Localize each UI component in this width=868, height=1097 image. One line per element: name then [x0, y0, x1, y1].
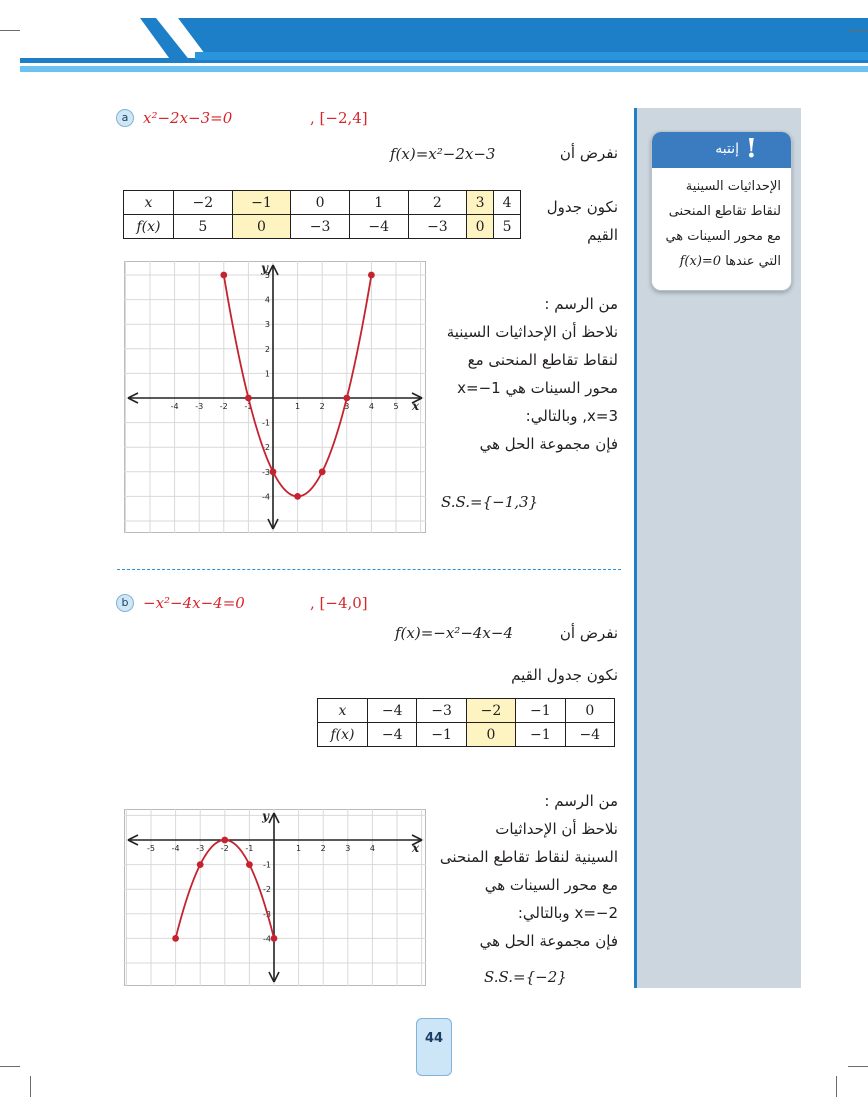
data-point	[197, 861, 204, 868]
problem-b-equation: −x²−4x−4=0	[143, 594, 245, 612]
x-tick-label: -1	[245, 844, 254, 853]
y-tick-label: -3	[263, 909, 271, 919]
problem-b-solution: S.S.={−2}	[484, 968, 567, 986]
text-line: نلاحظ أن الإحداثيات السينية	[446, 323, 618, 341]
text-line: فإن مجموعة الحل هي	[479, 435, 618, 453]
problem-b-function: f(x)=−x²−4x−4	[395, 624, 514, 642]
x-tick-label: 5	[393, 402, 399, 411]
y-tick-label: 3	[264, 320, 270, 330]
y-tick-label: 5	[264, 271, 270, 280]
x-tick-label: -1	[244, 402, 253, 411]
y-tick-label: -3	[262, 467, 270, 477]
x-tick-label: -4	[170, 402, 179, 411]
text-line: لنقاط تقاطع المنحنى مع	[467, 351, 618, 369]
note-line: التي عندها f(x)=0	[679, 254, 781, 269]
problem-a-assume-label: نفرض أن	[559, 144, 618, 162]
table-cell: 0	[466, 723, 515, 747]
data-point	[221, 837, 228, 844]
data-point	[220, 272, 227, 279]
problem-a-equation: x²−2x−3=0	[143, 109, 233, 127]
text-line: مع محور السينات هي	[484, 876, 618, 894]
table-cell: 3	[467, 191, 494, 215]
table-cell: −1	[232, 191, 291, 215]
table-cell: −4	[349, 215, 408, 239]
problem-a-explanation	[418, 290, 618, 458]
x-axis-label: x	[412, 399, 420, 413]
table-row	[318, 723, 615, 747]
crop-mark	[30, 1076, 31, 1097]
graph-frame	[125, 262, 426, 533]
x-tick-label: 3	[344, 402, 350, 411]
table-cell: 5	[174, 215, 233, 239]
sidebar-rule	[634, 108, 637, 988]
table-header-fx: f(x)	[318, 723, 368, 747]
graph-b	[124, 809, 426, 986]
text-line: من الرسم :	[544, 295, 618, 313]
table-cell: 0	[565, 699, 614, 723]
problem-b-badge: b	[116, 594, 134, 612]
table-cell: −1	[516, 699, 565, 723]
attention-note-title: إنتبه	[715, 141, 739, 157]
data-point	[245, 395, 252, 402]
x-tick-label: 2	[319, 402, 325, 411]
x-tick-label: 2	[320, 844, 326, 853]
crop-mark	[0, 30, 20, 31]
x-tick-label: -5	[147, 844, 155, 853]
problem-a-value-table	[123, 190, 521, 239]
text-line: من الرسم :	[544, 792, 618, 810]
note-line: الإحداثيات السينية	[685, 179, 781, 194]
table-cell: −1	[417, 723, 466, 747]
data-point	[246, 861, 253, 868]
table-cell: −2	[174, 191, 233, 215]
x-axis-label: x	[412, 841, 420, 855]
table-row	[318, 699, 615, 723]
attention-note-body	[656, 174, 781, 274]
table-cell: −4	[368, 723, 417, 747]
table-row	[124, 191, 521, 215]
text-line: x=3, وبالتالي:	[525, 407, 618, 425]
problem-b-interval: , [−4,0]	[310, 594, 368, 612]
problem-b-value-table	[317, 698, 615, 747]
table-cell: −1	[516, 723, 565, 747]
x-tick-label: 4	[368, 402, 374, 411]
table-header-fx: f(x)	[124, 215, 174, 239]
data-point	[270, 468, 277, 475]
note-line: لنقاط تقاطع المنحنى	[668, 204, 781, 219]
x-tick-label: 3	[345, 844, 351, 853]
y-axis-label: y	[261, 261, 268, 275]
crop-mark	[848, 1066, 868, 1067]
crop-mark	[848, 30, 868, 31]
problem-a-table-label: نكون جدول القيم	[546, 198, 618, 244]
text-line: محور السينات هي x=−1	[457, 379, 618, 397]
table-cell: 4	[494, 191, 521, 215]
x-tick-label: 4	[369, 844, 375, 853]
table-row	[124, 215, 521, 239]
y-tick-label: -4	[263, 934, 271, 944]
text-line: نلاحظ أن الإحداثيات	[495, 820, 618, 838]
note-line: مع محور السينات هي	[665, 229, 781, 244]
problem-a-function: f(x)=x²−2x−3	[390, 145, 496, 163]
y-tick-label: -1	[262, 418, 270, 428]
problem-b-table-label: نكون جدول القيم	[511, 666, 618, 684]
graph-a	[124, 261, 426, 533]
y-tick-label: -1	[263, 860, 271, 870]
y-tick-label: -4	[262, 492, 270, 502]
data-point	[172, 935, 179, 942]
page-number: 44	[424, 1031, 444, 1046]
problem-a-solution: S.S.={−1,3}	[441, 493, 539, 511]
y-tick-label: -2	[263, 885, 271, 895]
x-tick-label: 1	[295, 402, 301, 411]
data-point	[271, 935, 278, 942]
table-cell: −4	[368, 699, 417, 723]
table-header-x: x	[124, 191, 174, 215]
crop-mark	[0, 1066, 20, 1067]
x-tick-label: -4	[171, 844, 180, 853]
x-tick-label: -3	[195, 402, 204, 411]
data-point	[294, 493, 301, 500]
attention-note-header	[652, 132, 791, 168]
graph-frame	[125, 810, 426, 986]
page-number-tab	[416, 1018, 452, 1076]
data-point	[343, 395, 350, 402]
text-line: فإن مجموعة الحل هي	[479, 932, 618, 950]
problem-a-interval: , [−2,4]	[310, 109, 368, 127]
table-cell: −4	[565, 723, 614, 747]
data-point	[368, 272, 375, 279]
table-cell: 2	[408, 191, 467, 215]
table-cell: −3	[291, 215, 350, 239]
exclamation-icon: !	[745, 134, 757, 164]
problem-b-explanation	[418, 787, 618, 955]
x-tick-label: 1	[296, 844, 302, 853]
data-point	[319, 468, 326, 475]
problem-b-assume-label: نفرض أن	[559, 624, 618, 642]
table-cell: −3	[417, 699, 466, 723]
y-tick-label: -2	[262, 443, 270, 453]
attention-note	[651, 131, 792, 291]
note-condition: f(x)=0	[679, 254, 722, 269]
y-tick-label: 1	[264, 369, 270, 379]
x-tick-label: -2	[219, 402, 228, 411]
y-tick-label: 2	[264, 344, 270, 354]
table-cell: 5	[494, 215, 521, 239]
text-line: x=−2 وبالتالي:	[517, 904, 618, 922]
table-cell: −2	[466, 699, 515, 723]
page-header-band	[0, 0, 868, 80]
table-cell: −3	[408, 215, 467, 239]
crop-mark	[836, 1076, 837, 1097]
problem-a-badge: a	[116, 109, 134, 127]
table-cell: 0	[467, 215, 494, 239]
x-tick-label: -2	[220, 844, 229, 853]
table-cell: 0	[232, 215, 291, 239]
x-tick-label: -3	[196, 844, 205, 853]
table-header-x: x	[318, 699, 368, 723]
table-cell: 0	[291, 191, 350, 215]
y-tick-label: 4	[264, 295, 270, 305]
text-line: السينية لنقاط تقاطع المنحنى	[439, 848, 618, 866]
section-divider	[117, 569, 621, 570]
table-cell: 1	[349, 191, 408, 215]
y-axis-label: y	[262, 809, 269, 823]
